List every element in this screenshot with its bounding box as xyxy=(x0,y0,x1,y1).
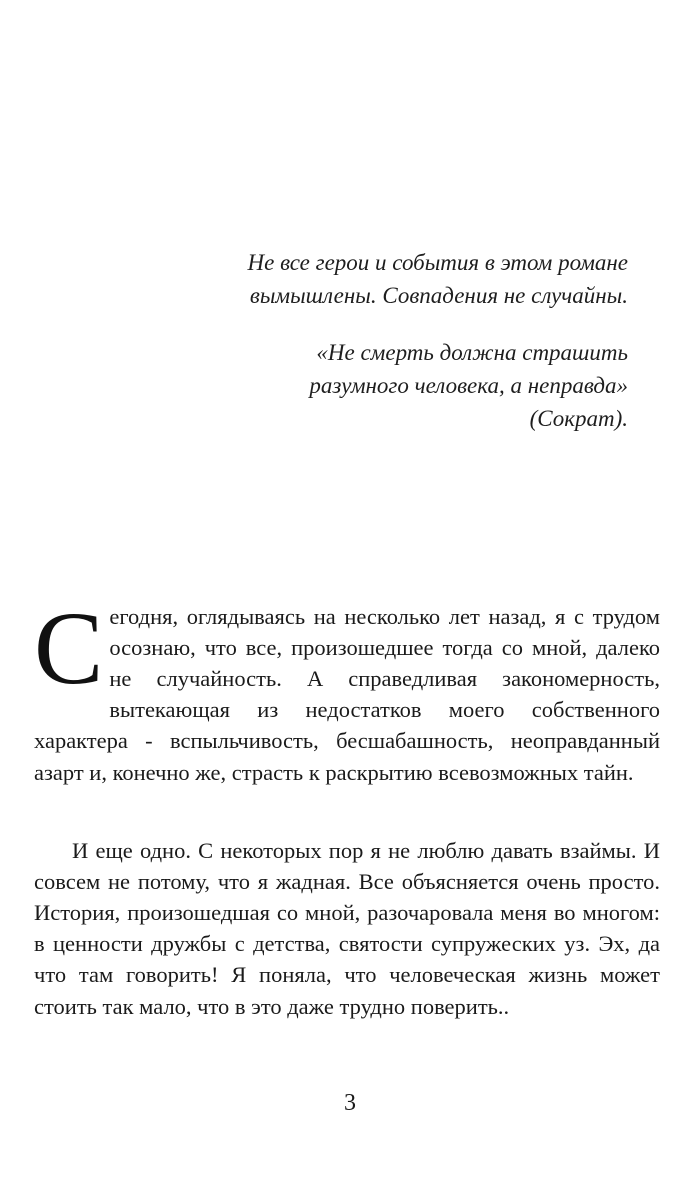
page-number: 3 xyxy=(344,1090,356,1116)
epigraph-line: «Не смерть должна страшить xyxy=(316,340,628,365)
paragraph-1 xyxy=(34,590,660,788)
epigraph-line: вымышлены. Совпадения не случайны. xyxy=(249,283,628,308)
paragraph-1-text: егодня, оглядываясь на несколько лет назад, я с трудом осознаю, что все, произошедшее тогда со мной, далеко не случайность. А справедливая закономерность, вытекающая из недостатков моего собственного характера - вспыльчивость, бесшабашность, неоправданный азарт и, конечно же, страсть к раскрытию всевозможных тайн. xyxy=(34,603,660,785)
epigraph-line: разумного человека, а неправда» xyxy=(309,373,628,398)
epigraph-quote xyxy=(309,336,628,435)
drop-cap: С xyxy=(34,590,104,706)
epigraph-disclaimer xyxy=(248,246,628,312)
paragraph-2: И еще одно. С некоторых пор я не люблю давать взаймы. И совсем не потому, что я жадная. Все объясняется очень просто. История, произошедшая со мной, разочаровала меня во многом: в ценности дружбы с детства, святости супружеских уз. Эх, да что там говорить! Я поняла, что человеческая жизнь может стоить так мало, что в это даже трудно поверить.. xyxy=(34,837,660,1019)
epigraph-attribution: (Сократ). xyxy=(529,406,628,431)
epigraph-line: Не все герои и события в этом романе xyxy=(247,250,628,275)
